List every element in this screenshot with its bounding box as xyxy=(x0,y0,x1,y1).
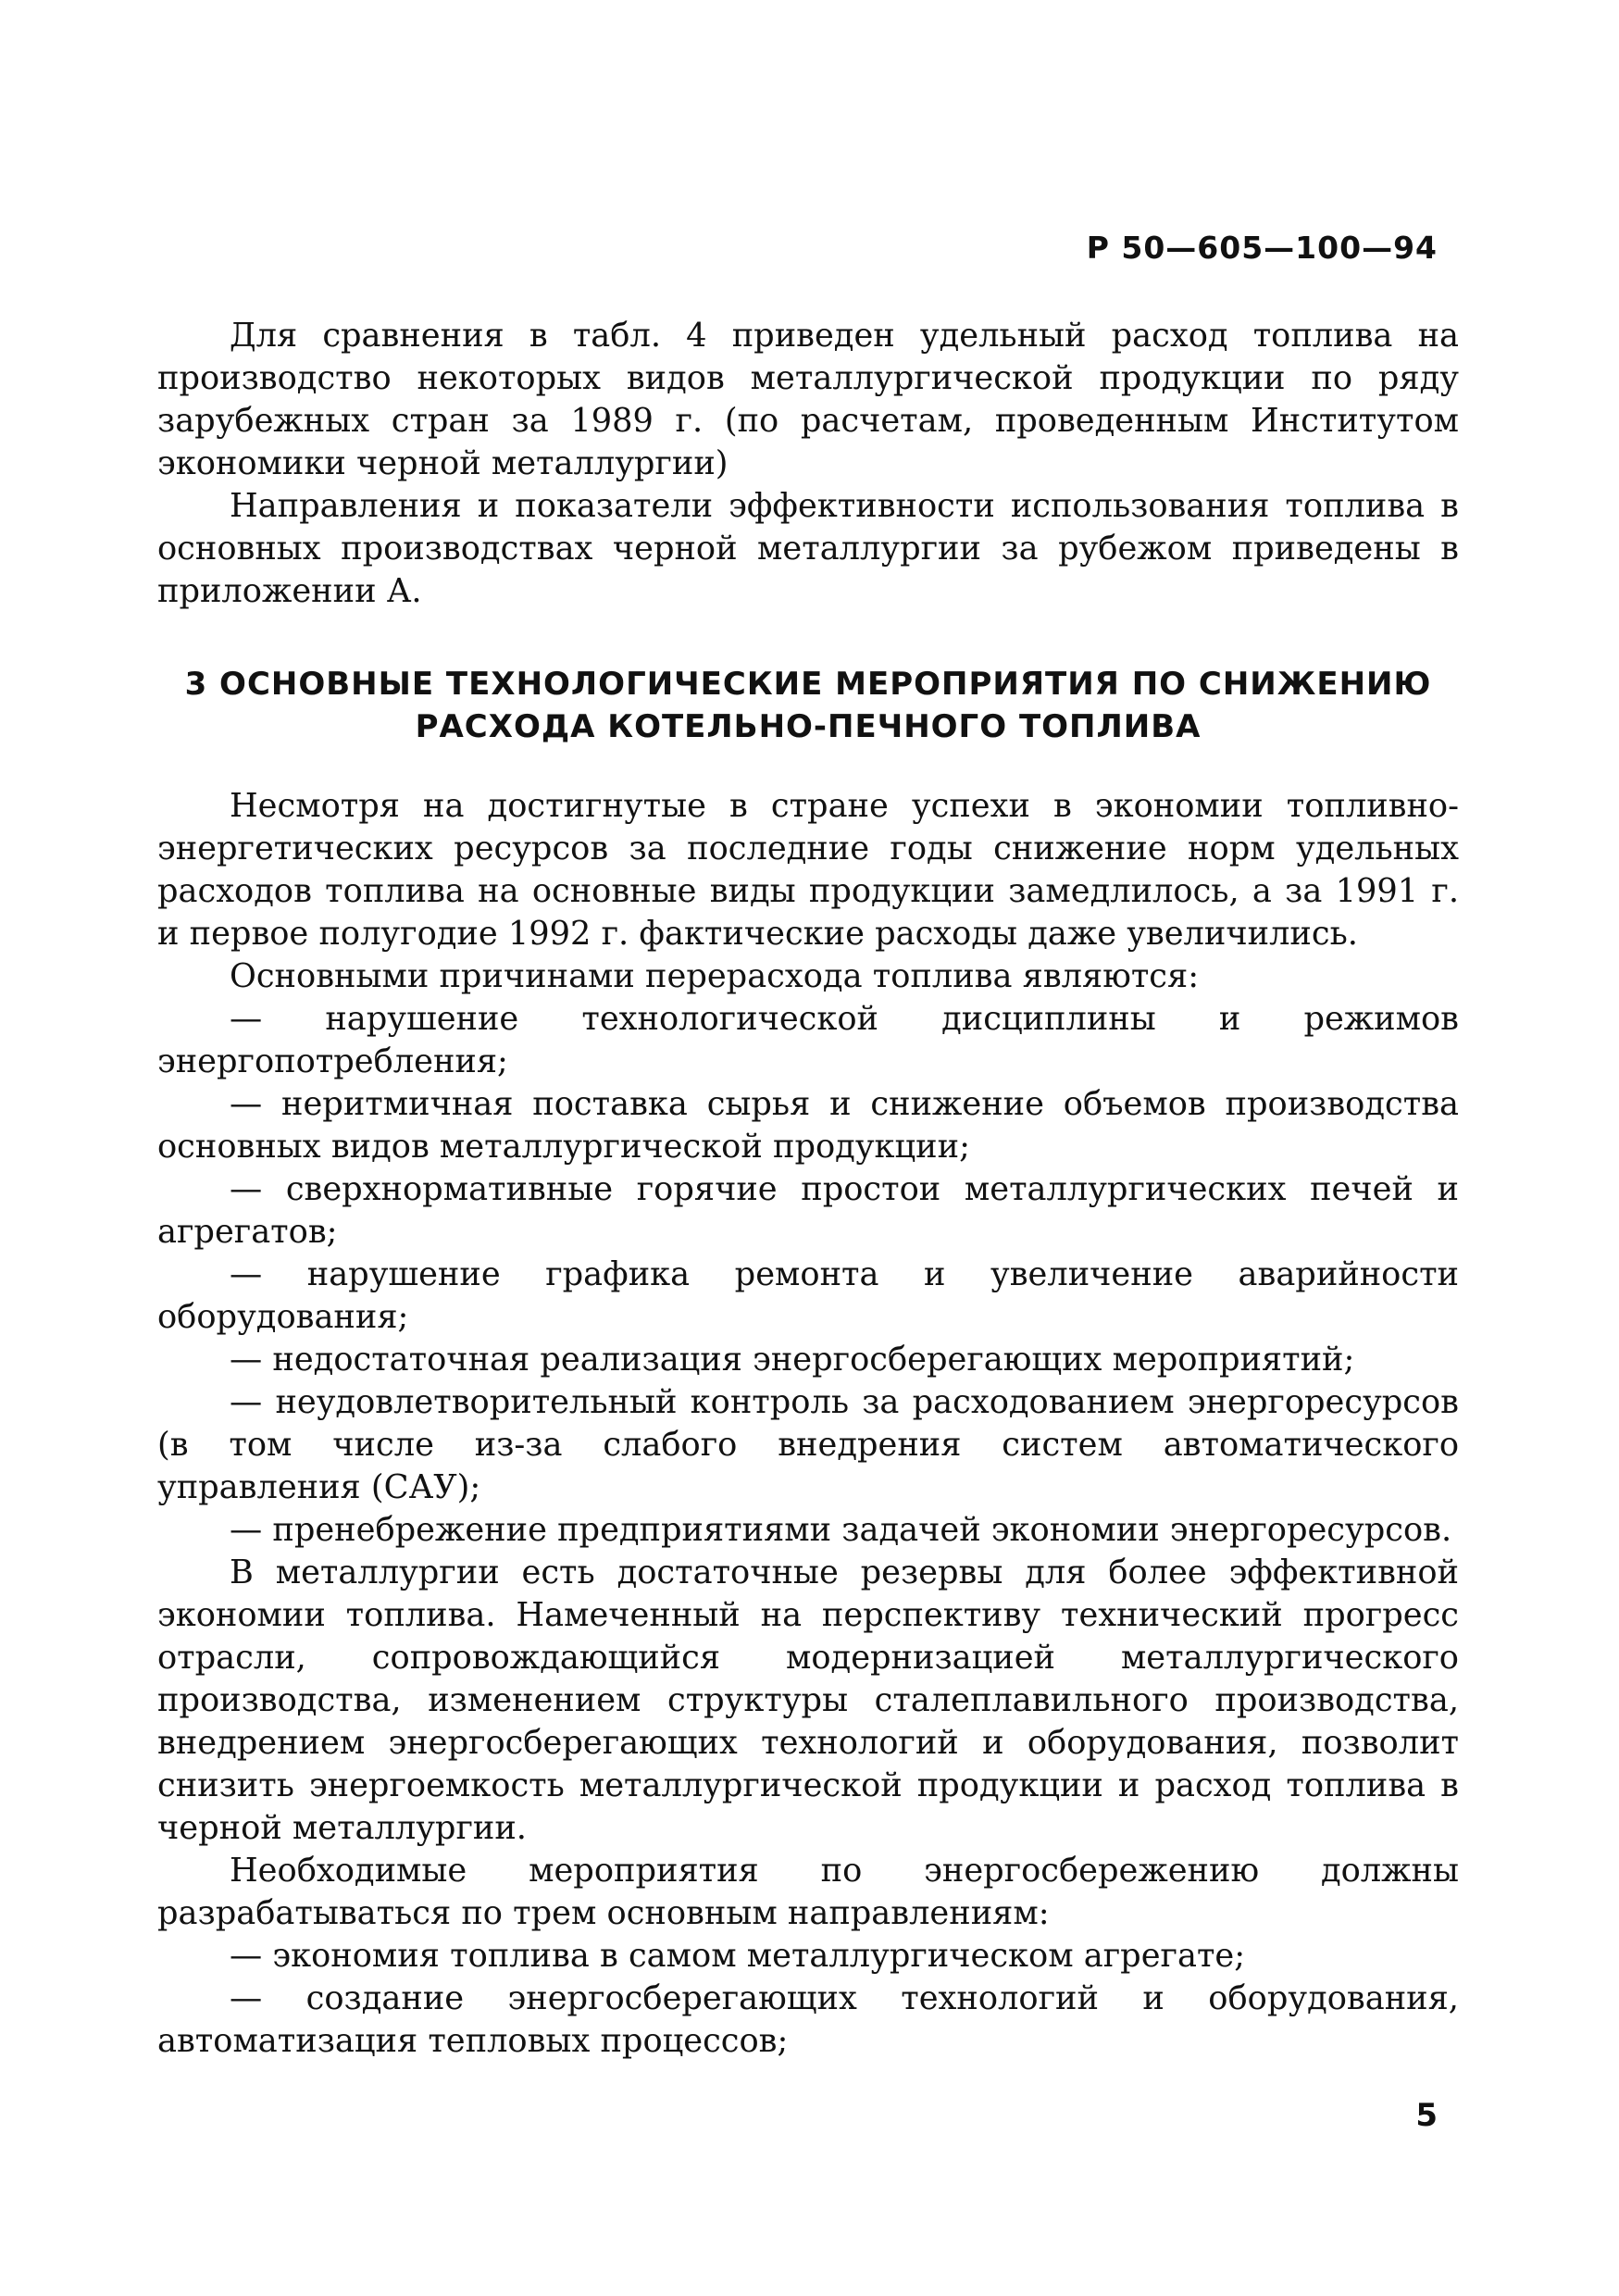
reason-item: — нарушение графика ремонта и увеличение аварийности оборудования; xyxy=(157,1255,1459,1336)
paragraph-directions-intro: Необходимые мероприятия по энергосбережению должны разрабатываться по трем основным направлениям: xyxy=(157,1852,1459,1932)
reason-item: — неритмичная поставка сырья и снижение объемов производства основных видов металлургической продукции; xyxy=(157,1085,1459,1166)
intro-paragraph-comparison: Для сравнения в табл. 4 приведен удельный расход топлива на производство некоторых видов металлургической продукции по ряду зарубежных стран за 1989 г. (по расчетам, проведенным Институтом экономики черной металлургии) xyxy=(157,317,1459,482)
paragraph-fuel-consumption: Несмотря на достигнутые в стране успехи в экономии топливно-энергетических ресурсов за последние годы снижение норм удельных расходов топлива на основные виды продукции замедлилось, а за 1991 г. и первое полугодие 1992 г. фактические расходы даже увеличились. xyxy=(157,787,1459,953)
paragraph-reasons-intro: Основными причинами перерасхода топлива являются: xyxy=(230,957,1200,995)
section-body xyxy=(157,785,1459,2063)
section-heading-line-1: 3 ОСНОВНЫЕ ТЕХНОЛОГИЧЕСКИЕ МЕРОПРИЯТИЯ ПО СНИЖЕНИЮ xyxy=(184,666,1432,703)
reason-item: — недостаточная реализация энергосберегающих мероприятий; xyxy=(230,1341,1355,1379)
direction-item: — создание энергосберегающих технологий и оборудования, автоматизация тепловых процессов; xyxy=(157,1979,1459,2060)
reason-item: — сверхнормативные горячие простои металлургических печей и агрегатов; xyxy=(157,1170,1459,1251)
document-code: Р 50—605—100—94 xyxy=(1086,230,1438,266)
section-heading xyxy=(157,663,1459,748)
reason-item: — нарушение технологической дисциплины и режимов энергопотребления; xyxy=(157,1000,1459,1080)
paragraph-reserves: В металлургии есть достаточные резервы для более эффективной экономии топлива. Намеченный на перспективу технический прогресс отрасли, сопровождающийся модернизацией металлургического производства, изменением структуры сталеплавильного производства, внедрением энергосберегающих технологий и оборудования, позволит снизить энергоемкость металлургической продукции и расход топлива в черной металлургии. xyxy=(157,1554,1459,1847)
intro-paragraph-appendix: Направления и показатели эффективности использования топлива в основных производствах черной металлургии за рубежом приведены в приложении А. xyxy=(157,487,1459,610)
page-number: 5 xyxy=(1415,2097,1438,2134)
reason-item: — неудовлетворительный контроль за расходованием энергоресурсов (в том числе из-за слабого внедрения систем автоматического управления (САУ); xyxy=(157,1383,1459,1506)
direction-item: — экономия топлива в самом металлургическом агрегате; xyxy=(230,1937,1246,1975)
section-heading-line-2: РАСХОДА КОТЕЛЬНО-ПЕЧНОГО ТОПЛИВА xyxy=(415,708,1202,745)
intro-block xyxy=(157,315,1459,613)
reason-item: — пренебрежение предприятиями задачей экономии энергоресурсов. xyxy=(230,1511,1452,1549)
